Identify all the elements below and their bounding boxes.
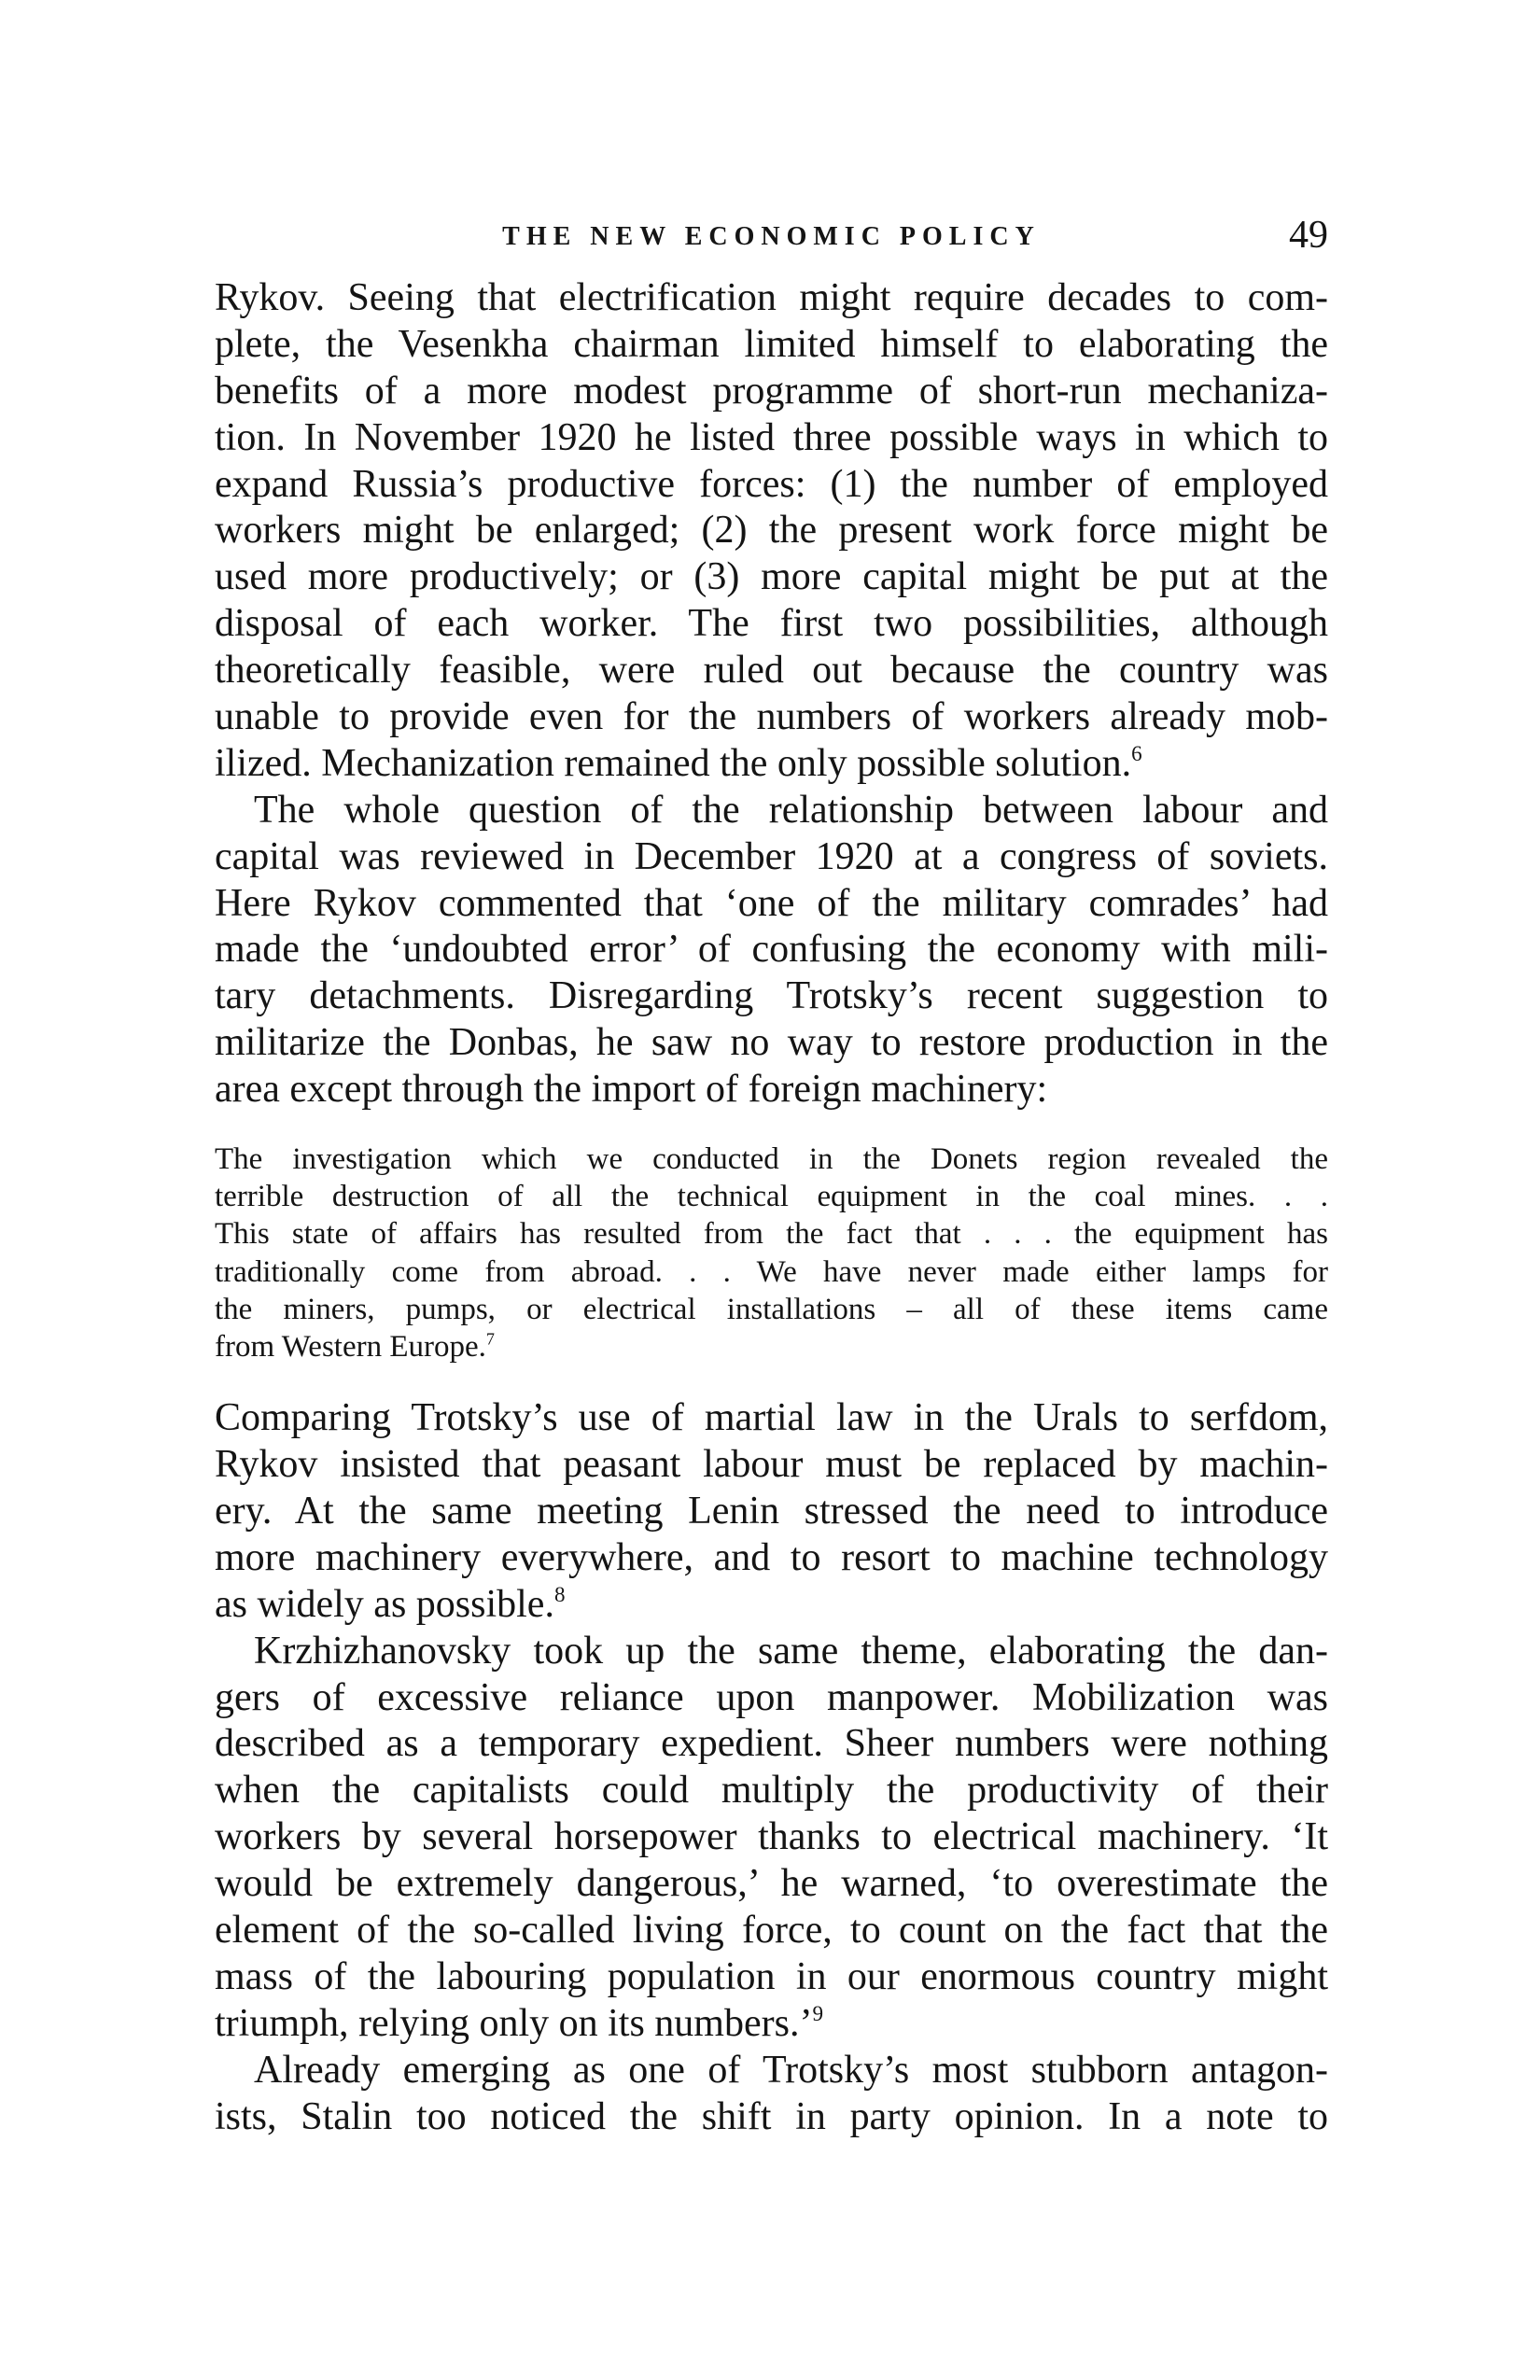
paragraph <box>215 1395 1328 1628</box>
line-text: capital was reviewed in December 1920 at a congress of soviets. <box>215 834 1328 878</box>
text-line <box>215 1141 1328 1178</box>
text-line <box>215 1908 1328 1954</box>
text-line <box>215 788 1328 834</box>
line-text: ery. At the same meeting Lenin stressed the need to introduce <box>215 1489 1328 1533</box>
line-text: disposal of each worker. The first two possibilities, although <box>215 602 1328 646</box>
line-text: The investigation which we conducted in the Donets region revealed the <box>215 1142 1328 1177</box>
paragraph <box>215 1629 1328 2048</box>
text-line <box>215 322 1328 369</box>
text-line <box>215 1020 1328 1067</box>
line-text: described as a temporary expedient. Sheer numbers were nothing <box>215 1722 1328 1766</box>
block-quote <box>215 1141 1328 1365</box>
text-line <box>215 1328 1328 1365</box>
line-text: Already emerging as one of Trotsky’s most stubborn antagon- <box>254 2048 1328 2092</box>
paragraph <box>215 788 1328 1113</box>
line-text: theoretically feasible, were ruled out because the country was <box>215 649 1328 693</box>
line-text: terrible destruction of all the technical equipment in the coal mines. . . <box>215 1180 1328 1214</box>
text-line <box>215 694 1328 741</box>
text-line <box>215 834 1328 881</box>
text-line <box>215 1442 1328 1489</box>
line-text: The whole question of the relationship between labour and <box>254 788 1328 832</box>
text-line <box>215 1768 1328 1814</box>
text-line <box>215 1291 1328 1328</box>
text-line <box>215 648 1328 694</box>
line-text: Rykov. Seeing that electrification might require decades to com- <box>215 276 1328 319</box>
text-line <box>215 415 1328 462</box>
line-text: ilized. Mechanization remained the only possible solution. <box>215 741 1132 785</box>
text-line <box>215 1253 1328 1291</box>
text-line <box>215 927 1328 973</box>
text-line <box>215 881 1328 928</box>
line-text: the miners, pumps, or electrical installations – all of these items came <box>215 1292 1328 1326</box>
line-text: unable to provide even for the numbers of workers already mob- <box>215 695 1328 739</box>
line-text: when the capitalists could multiply the productivity of their <box>215 1769 1328 1813</box>
text-line <box>215 462 1328 509</box>
text-line <box>215 1535 1328 1582</box>
text-line <box>215 1178 1328 1215</box>
line-text: triumph, relying only on its numbers.’ <box>215 2001 813 2045</box>
line-text: traditionally come from abroad. . . We have never made either lamps for <box>215 1254 1328 1289</box>
text-line <box>215 275 1328 322</box>
line-text: used more productively; or (3) more capital might be put at the <box>215 555 1328 599</box>
text-line <box>215 1395 1328 1442</box>
line-text: militarize the Donbas, he saw no way to restore production in the <box>215 1021 1328 1065</box>
text-line <box>215 1814 1328 1861</box>
line-text: gers of excessive reliance upon manpower. Mobilization was <box>215 1675 1328 1719</box>
footnote-marker[interactable]: 7 <box>485 1329 495 1349</box>
text-line <box>215 2048 1328 2094</box>
line-text: element of the so-called living force, to count on the fact that the <box>215 1908 1328 1952</box>
text-line <box>215 1861 1328 1908</box>
text-column <box>215 275 1328 2140</box>
paragraph <box>215 275 1328 788</box>
text-line <box>215 741 1328 788</box>
line-text: Krzhizhanovsky took up the same theme, elaborating the dan- <box>254 1629 1328 1673</box>
line-text: more machinery everywhere, and to resort to machine technology <box>215 1535 1328 1579</box>
footnote-marker[interactable]: 8 <box>553 1581 566 1606</box>
text-line <box>215 973 1328 1020</box>
line-text: tion. In November 1920 he listed three possible ways in which to <box>215 415 1328 459</box>
line-text: mass of the labouring population in our enormous country might <box>215 1954 1328 1998</box>
line-text: benefits of a more modest programme of short-run mechaniza- <box>215 369 1328 413</box>
line-text: made the ‘undoubted error’ of confusing the economy with mili- <box>215 928 1328 972</box>
line-text: Comparing Trotsky’s use of martial law in the Urals to serfdom, <box>215 1396 1328 1440</box>
text-line <box>215 1215 1328 1253</box>
text-line <box>215 2001 1328 2048</box>
line-text: would be extremely dangerous,’ he warned, ‘to overestimate the <box>215 1862 1328 1906</box>
line-text: Here Rykov commented that ‘one of the military comrades’ had <box>215 881 1328 925</box>
line-text: Rykov insisted that peasant labour must be replaced by machin- <box>215 1443 1328 1487</box>
running-head <box>215 214 1328 258</box>
paragraph <box>215 2048 1328 2141</box>
footnote-marker[interactable]: 6 <box>1131 740 1142 765</box>
line-text: as widely as possible. <box>215 1582 554 1626</box>
text-line <box>215 2094 1328 2141</box>
line-text: plete, the Vesenkha chairman limited himself to elaborating the <box>215 322 1328 366</box>
line-text: area except through the import of foreign machinery: <box>215 1068 1048 1112</box>
text-line <box>215 1489 1328 1535</box>
line-text: tary detachments. Disregarding Trotsky’s recent suggestion to <box>215 974 1328 1018</box>
text-line <box>215 1629 1328 1675</box>
line-text: expand Russia’s productive forces: (1) the number of employed <box>215 462 1328 506</box>
line-text: workers by several horsepower thanks to electrical machinery. ‘It <box>215 1815 1328 1859</box>
page-number: 49 <box>1289 214 1328 257</box>
text-line <box>215 601 1328 648</box>
line-text: workers might be enlarged; (2) the present work force might be <box>215 509 1328 553</box>
text-line <box>215 1582 1328 1629</box>
text-line <box>215 1721 1328 1768</box>
text-line <box>215 1954 1328 2001</box>
text-line <box>215 508 1328 554</box>
text-line <box>215 554 1328 601</box>
line-text: ists, Stalin too noticed the shift in party opinion. In a note to <box>215 2094 1328 2138</box>
running-title: THE NEW ECONOMIC POLICY <box>502 222 1041 251</box>
footnote-marker[interactable]: 9 <box>812 2000 823 2025</box>
text-line <box>215 1675 1328 1722</box>
line-text: This state of affairs has resulted from the fact that . . . the equipment has <box>215 1217 1328 1252</box>
line-text: from Western Europe. <box>215 1329 486 1364</box>
text-line <box>215 1067 1328 1113</box>
text-line <box>215 369 1328 415</box>
